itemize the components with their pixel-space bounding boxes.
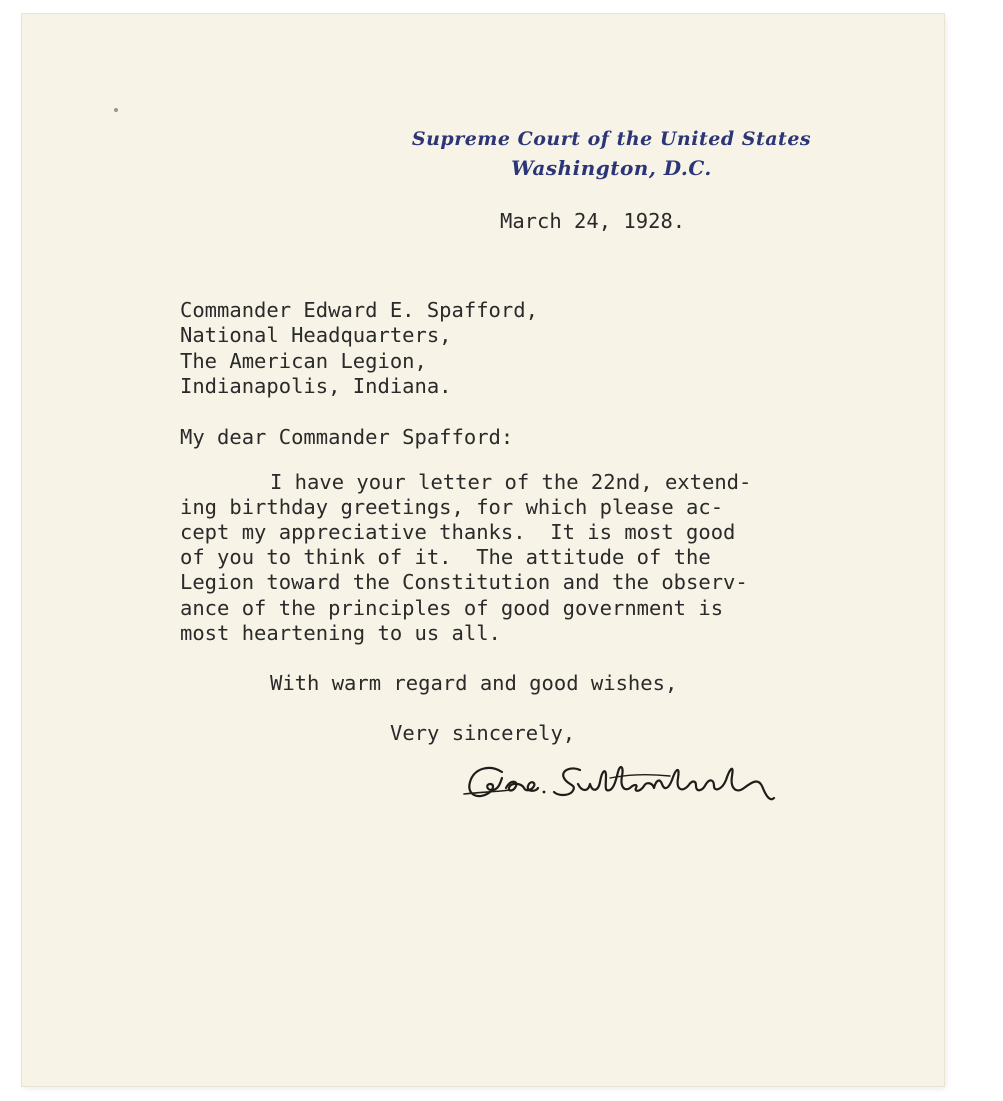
body-line: ing birthday greetings, for which please ac- — [180, 495, 724, 519]
recipient-line-2: National Headquarters, — [180, 323, 452, 347]
letter-date: March 24, 1928. — [500, 209, 686, 233]
body-line: cept my appreciative thanks. It is most good — [180, 520, 736, 544]
letterhead-court-name: Supreme Court of the United States — [411, 128, 812, 150]
body-line: of you to think of it. The attitude of the — [180, 545, 711, 569]
letterhead-city: Washington, D.C. — [511, 156, 712, 180]
body-line: I have your letter of the 22nd, extend- — [270, 470, 752, 494]
recipient-name: Commander Edward E. Spafford, — [180, 298, 538, 322]
body-line: Legion toward the Constitution and the observ- — [180, 570, 748, 594]
closing-valediction: Very sincerely, — [390, 721, 576, 745]
recipient-line-4: Indianapolis, Indiana. — [180, 374, 452, 398]
recipient-line-3: The American Legion, — [180, 349, 427, 373]
closing-regards: With warm regard and good wishes, — [270, 671, 678, 695]
paper-speck — [114, 108, 118, 112]
body-line: ance of the principles of good government is — [180, 596, 724, 620]
body-line: most heartening to us all. — [180, 621, 501, 645]
salutation: My dear Commander Spafford: — [180, 425, 514, 449]
handwritten-signature — [440, 750, 860, 830]
